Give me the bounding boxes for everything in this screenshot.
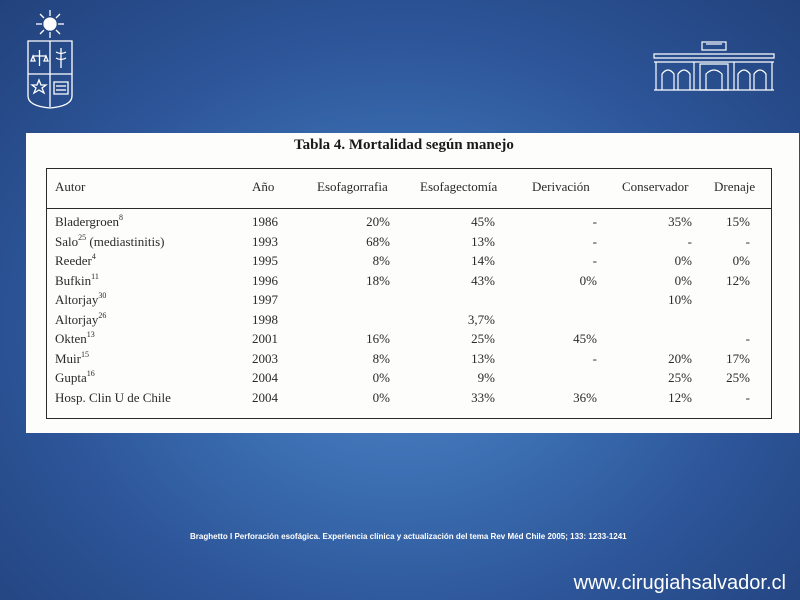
cell-esofagorrafia: 16%	[366, 331, 390, 346]
author-name: Salo	[55, 233, 79, 249]
cell-conservador: 35%	[668, 214, 692, 229]
cell-derivacion: -	[592, 253, 597, 268]
cell-derivacion: -	[592, 350, 597, 366]
reference-number: 11	[91, 271, 99, 281]
table-panel	[26, 133, 799, 433]
cell-esofagorrafia: 18%	[366, 272, 390, 288]
cell-esofagectomia: 13%	[471, 233, 495, 249]
author-name: Muir	[55, 350, 81, 366]
col-header-ano: Año	[252, 179, 275, 194]
cell-esofagectomia: 45%	[471, 214, 495, 229]
cell-year: 1986	[252, 214, 278, 229]
author-name: Bladergroen	[55, 214, 120, 229]
table-title: Tabla 4. Mortalidad según manejo	[294, 137, 514, 153]
cell-conservador: 0%	[674, 253, 692, 268]
cell-author	[55, 212, 123, 231]
cell-year: 1993	[252, 233, 278, 249]
cell-derivacion: -	[592, 214, 597, 229]
reference-number: 13	[86, 330, 95, 339]
cell-esofagectomia: 33%	[471, 389, 495, 405]
cell-esofagorrafia: 8%	[372, 350, 390, 366]
cell-drenaje: 15%	[726, 214, 750, 229]
cell-drenaje: 17%	[726, 350, 750, 366]
cell-author	[55, 290, 106, 309]
cell-conservador: -	[687, 233, 692, 249]
col-header-autor: Autor	[55, 179, 86, 194]
cell-drenaje: -	[745, 233, 750, 249]
cell-esofagorrafia: 0%	[372, 370, 390, 385]
author-name: Altorjay	[55, 292, 99, 307]
col-header-derivacion: Derivación	[532, 179, 590, 194]
cell-drenaje: -	[745, 389, 750, 405]
reference-number: 4	[91, 252, 96, 261]
header-rule	[47, 208, 771, 209]
cell-esofagorrafia: 8%	[372, 253, 390, 268]
col-header-drenaje: Drenaje	[714, 179, 756, 194]
cell-esofagorrafia: 20%	[366, 214, 390, 229]
cell-author	[55, 232, 164, 251]
reference-number: 30	[98, 291, 107, 300]
cell-conservador: 25%	[668, 370, 692, 385]
cell-year: 1995	[252, 253, 278, 268]
author-name: Okten	[55, 331, 87, 346]
col-header-conservador: Conservador	[622, 179, 689, 194]
cell-esofagectomia: 43%	[471, 272, 495, 288]
reference-number: 15	[81, 349, 89, 359]
cell-esofagectomia: 9%	[477, 370, 495, 385]
cell-derivacion: 0%	[579, 272, 597, 288]
cell-year: 1997	[252, 292, 278, 307]
cell-esofagorrafia: 68%	[366, 233, 390, 249]
cell-esofagectomia: 3,7%	[467, 311, 495, 327]
cell-author	[55, 349, 89, 368]
cell-conservador: 0%	[674, 272, 692, 288]
cell-drenaje: 0%	[732, 253, 750, 268]
cell-year: 2004	[252, 370, 278, 385]
cell-derivacion: 45%	[573, 331, 597, 346]
cell-conservador: 12%	[668, 389, 692, 405]
cell-author	[55, 310, 106, 329]
col-header-esofagectomia: Esofagectomía	[420, 179, 498, 194]
cell-derivacion: 36%	[573, 389, 597, 405]
col-header-esofagorrafia: Esofagorrafia	[317, 179, 388, 194]
author-note: (mediastinitis)	[86, 233, 165, 249]
cell-drenaje: -	[745, 331, 750, 346]
cell-esofagectomia: 25%	[471, 331, 495, 346]
reference-number: 16	[86, 369, 95, 378]
cell-derivacion: -	[592, 233, 597, 249]
cell-author	[55, 271, 99, 290]
author-name: Reeder	[55, 253, 92, 268]
cell-author	[55, 368, 95, 387]
cell-conservador: 10%	[668, 292, 692, 307]
cell-esofagectomia: 13%	[471, 350, 495, 366]
citation-text: Braghetto I Perforación esofágica. Experiencia clínica y actualización del tema Rev Méd Chile 2005; 133: 1233-1241	[190, 532, 627, 541]
cell-year: 2003	[252, 350, 278, 366]
cell-conservador: 20%	[668, 350, 692, 366]
website-url: www.cirugiahsalvador.cl	[573, 572, 786, 594]
cell-author	[55, 388, 171, 407]
reference-number: 25	[78, 232, 87, 242]
cell-year: 1996	[252, 272, 278, 288]
cell-drenaje: 12%	[726, 272, 750, 288]
reference-number: 26	[98, 310, 107, 320]
author-name: Altorjay	[55, 311, 99, 327]
hospital-building-icon	[652, 40, 776, 92]
cell-author	[55, 329, 95, 348]
cell-esofagectomia: 14%	[471, 253, 495, 268]
cell-drenaje: 25%	[726, 370, 750, 385]
cell-author	[55, 251, 96, 270]
mortality-table	[46, 168, 772, 419]
cell-esofagorrafia: 0%	[372, 389, 390, 405]
author-name: Hosp. Clin U de Chile	[55, 389, 171, 405]
cell-year: 1998	[252, 311, 278, 327]
cell-year: 2001	[252, 331, 278, 346]
author-name: Bufkin	[55, 272, 92, 288]
author-name: Gupta	[55, 370, 87, 385]
reference-number: 8	[119, 213, 124, 222]
university-crest-icon	[24, 8, 76, 110]
cell-year: 2004	[252, 389, 278, 405]
